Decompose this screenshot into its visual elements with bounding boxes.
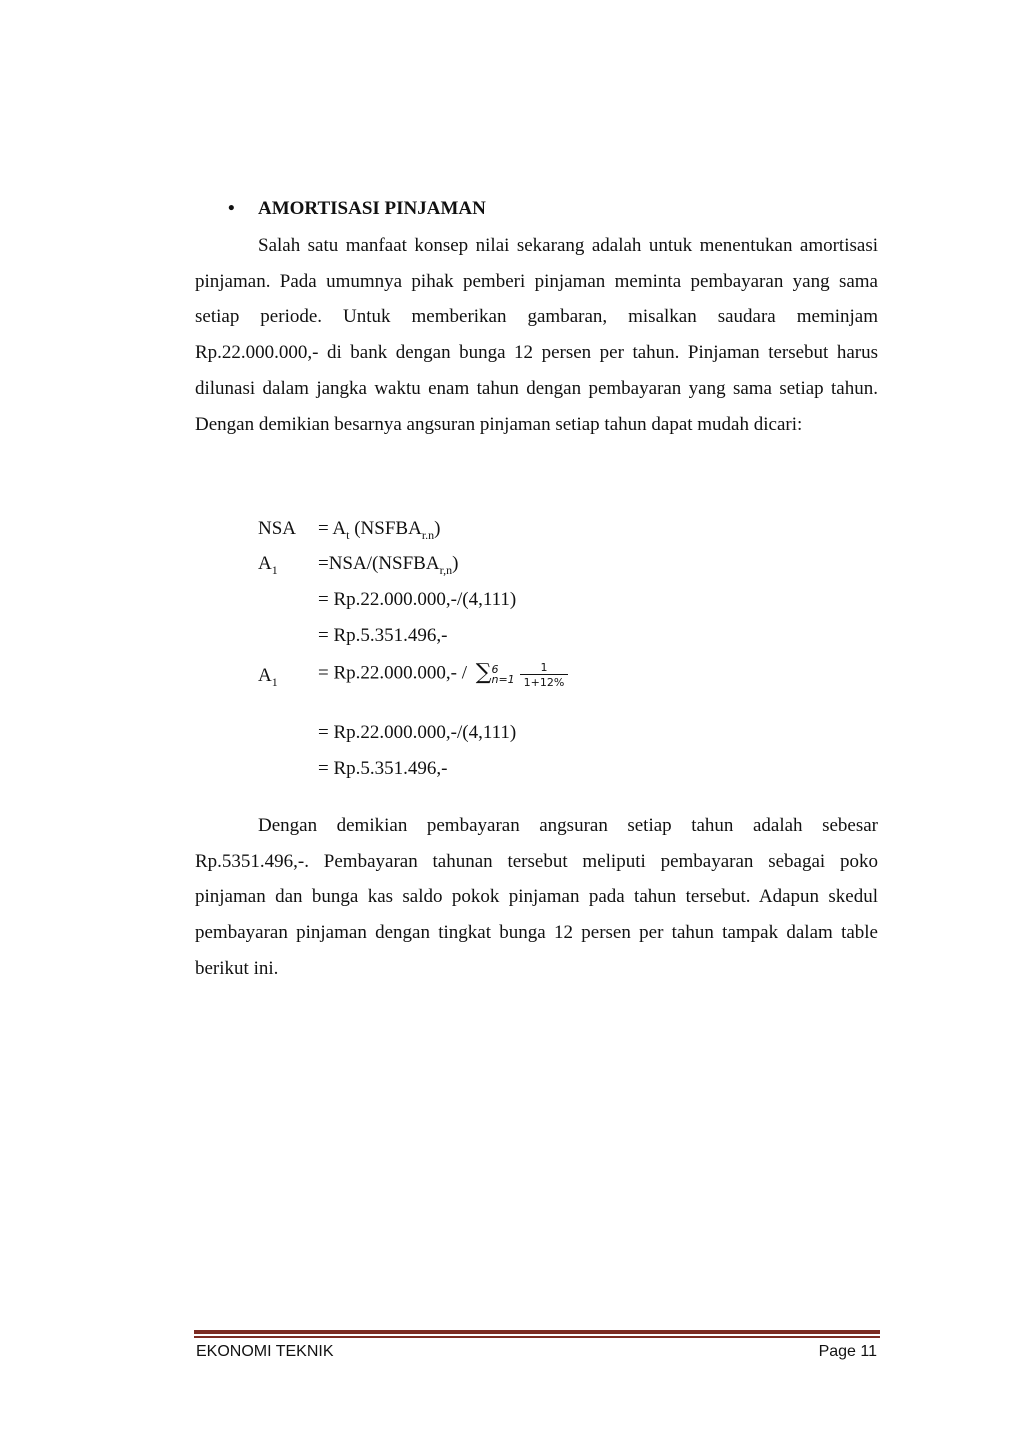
paragraph-conclusion-text: Dengan demikian pembayaran angsuran setiap tahun adalah sebesar Rp.5351.496,-. Pembayaran tahunan tersebut meliputi pembayaran sebagai poko pinjaman dan bunga kas saldo pokok pinjaman pada tahun tersebut. Adapun skedul pembayaran pinjaman dengan tingkat bunga 12 persen per tahun tampak dalam table berikut ini. (195, 815, 878, 979)
section-title: AMORTISASI PINJAMAN (258, 198, 486, 219)
paragraph-intro-text: Salah satu manfaat konsep nilai sekarang adalah untuk menentukan amortisasi pinjaman. Pada umumnya pihak pemberi pinjaman meminta pembayaran yang sama setiap periode. Untuk memberikan gambaran, misalkan saudara meminjam Rp.22.000.000,- di bank dengan bunga 12 persen per tahun. Pinjaman tersebut harus dilunasi dalam jangka waktu enam tahun dengan pembayaran yang sama setiap tahun. Dengan demikian besarnya angsuran pinjaman setiap tahun dapat mudah dicari: (195, 235, 878, 435)
eq2-expression: $=NSA/(NSFBA_{r,n})$ (318, 553, 459, 577)
paragraph-conclusion (195, 808, 878, 987)
eq3-expression: = Rp.22.000.000,-/(4,111) (318, 589, 517, 610)
summation: ∑ 6 n=1 $\frac{1}{1+12\%}$ (476, 660, 569, 689)
paragraph-intro (195, 228, 878, 442)
eq1-expression: = $A_t$ $(NSFBA_{r.n})$ (318, 518, 441, 542)
footer-course-title: EKONOMI TEKNIK (196, 1343, 334, 1360)
eq4-expression: = Rp.5.351.496,- (318, 625, 448, 646)
fraction: $\frac{1}{1+12\%}$ (520, 661, 569, 689)
eq7-expression: = Rp.5.351.496,- (318, 758, 448, 779)
eq5-label: $A_1$ (258, 665, 278, 689)
section-heading (228, 198, 486, 220)
footer-divider-thick (194, 1330, 880, 1334)
footer-page-number: Page 11 (818, 1343, 877, 1360)
sigma-symbol: ∑ (475, 660, 492, 685)
eq2-label: $A_1$ (258, 553, 278, 577)
footer-divider-thin (194, 1336, 880, 1338)
eq5-expression: = Rp.22.000.000,- / ∑ 6 n=1 $\frac{1}{1+12\%}$ (318, 660, 568, 689)
eq6-expression: = Rp.22.000.000,-/(4,111) (318, 722, 517, 743)
bullet: • (228, 198, 235, 219)
eq1-label: NSA (258, 518, 297, 539)
